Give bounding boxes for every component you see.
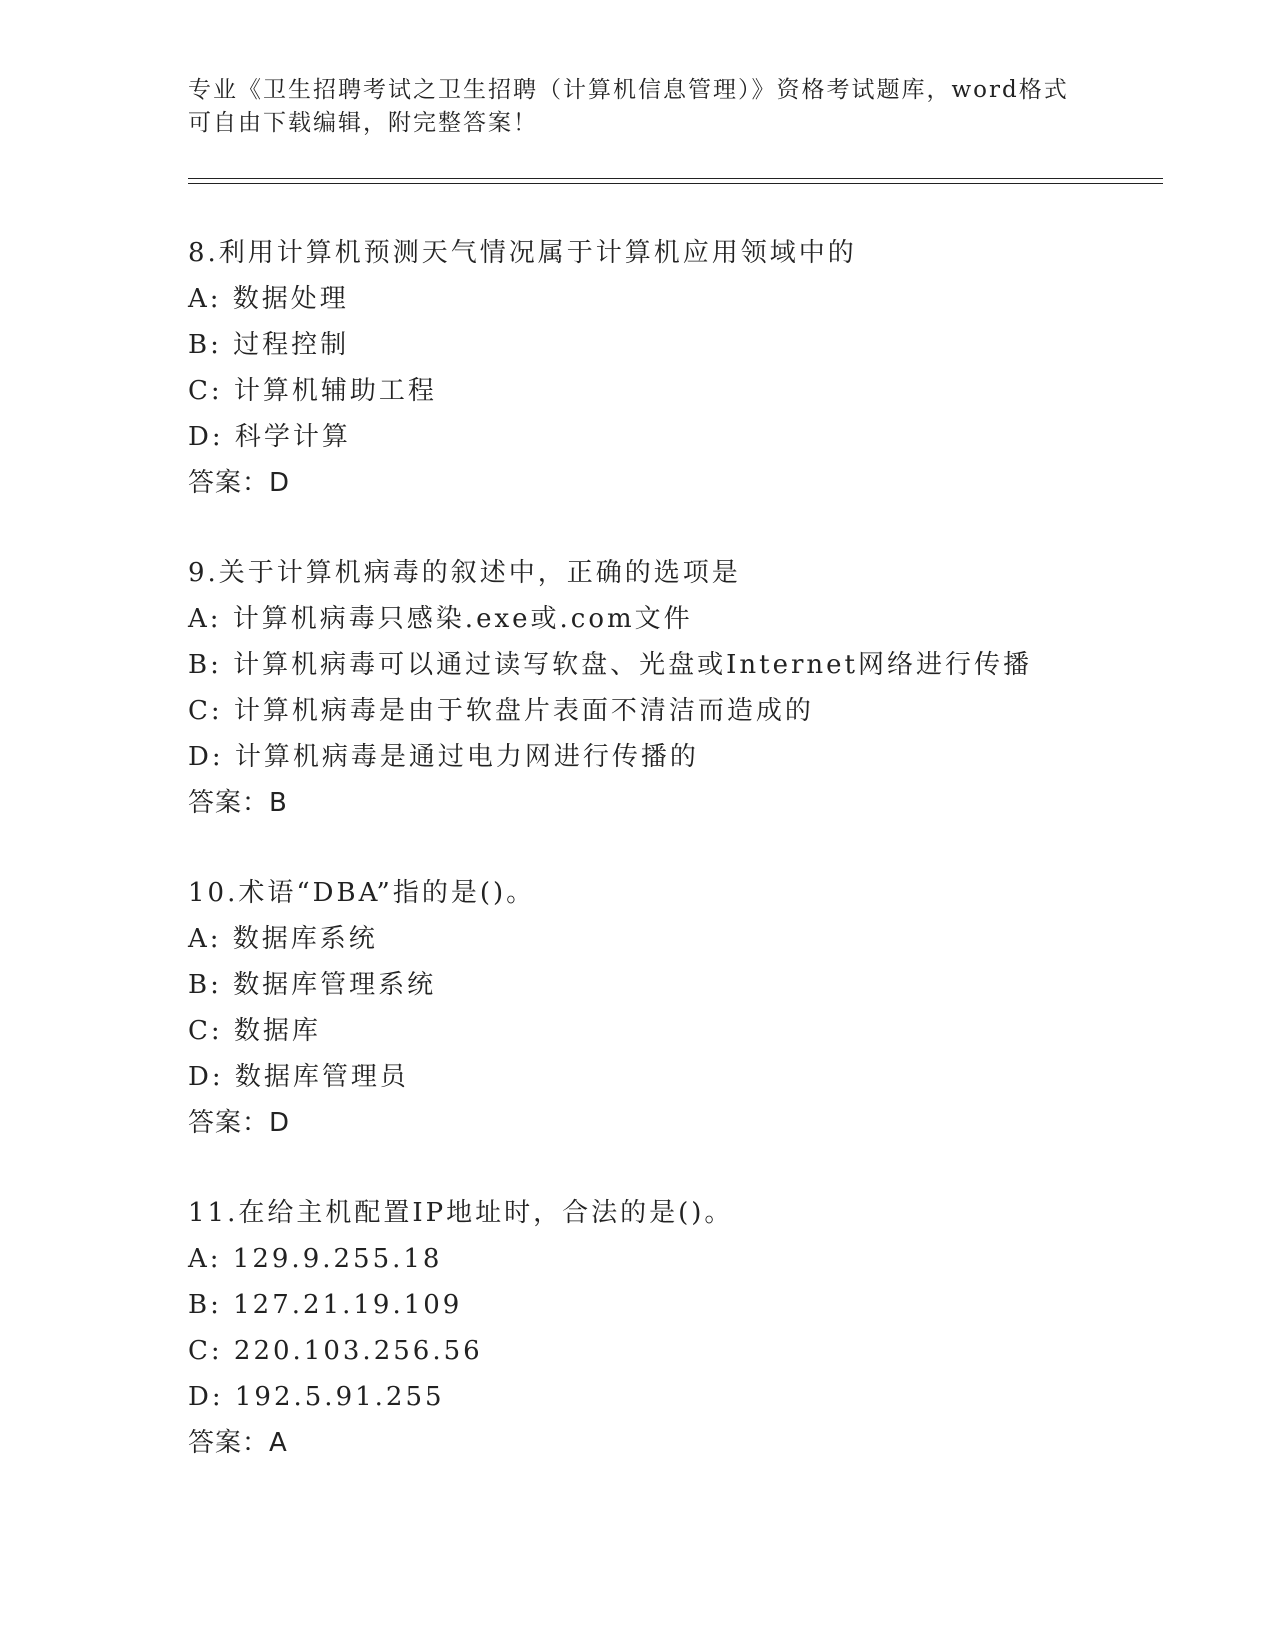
answer-line: 答案：D <box>188 468 291 498</box>
option-b: B: 数据库管理系统 <box>188 970 437 1000</box>
header-divider-bottom <box>188 183 1163 184</box>
option-c: C: 计算机辅助工程 <box>188 376 437 406</box>
question-stem: 10.术语“DBA”指的是()。 <box>188 878 536 908</box>
option-b: B: 127.21.19.109 <box>188 1290 463 1320</box>
option-a: A: 数据库系统 <box>188 924 378 954</box>
header-line-2: 可自由下载编辑，附完整答案！ <box>188 110 538 136</box>
option-d: D: 192.5.91.255 <box>188 1382 445 1412</box>
question-block-11 <box>188 1190 1148 1466</box>
question-block-10 <box>188 870 1148 1146</box>
option-d: D: 计算机病毒是通过电力网进行传播的 <box>188 742 699 772</box>
question-stem: 9.关于计算机病毒的叙述中，正确的选项是 <box>188 558 741 588</box>
answer-line: 答案：B <box>188 788 288 818</box>
option-a: A: 129.9.255.18 <box>188 1244 443 1274</box>
question-block-9 <box>188 550 1148 826</box>
option-a: A: 计算机病毒只感染.exe或.com文件 <box>188 604 693 634</box>
option-c: C: 数据库 <box>188 1016 321 1046</box>
question-stem: 8.利用计算机预测天气情况属于计算机应用领域中的 <box>188 238 857 268</box>
option-d: D: 科学计算 <box>188 422 351 452</box>
question-block-8 <box>188 230 1148 506</box>
document-header <box>188 74 1088 140</box>
answer-line: 答案：A <box>188 1428 288 1458</box>
question-stem: 11.在给主机配置IP地址时，合法的是()。 <box>188 1198 734 1228</box>
header-divider-top <box>188 178 1163 179</box>
header-line-1: 专业《卫生招聘考试之卫生招聘（计算机信息管理）》资格考试题库，word格式 <box>188 77 1069 103</box>
option-b: B: 计算机病毒可以通过读写软盘、光盘或Internet网络进行传播 <box>188 650 1032 680</box>
option-b: B: 过程控制 <box>188 330 350 360</box>
answer-line: 答案：D <box>188 1108 291 1138</box>
option-a: A: 数据处理 <box>188 284 349 314</box>
option-d: D: 数据库管理员 <box>188 1062 409 1092</box>
option-c: C: 220.103.256.56 <box>188 1336 483 1366</box>
option-c: C: 计算机病毒是由于软盘片表面不清洁而造成的 <box>188 696 814 726</box>
